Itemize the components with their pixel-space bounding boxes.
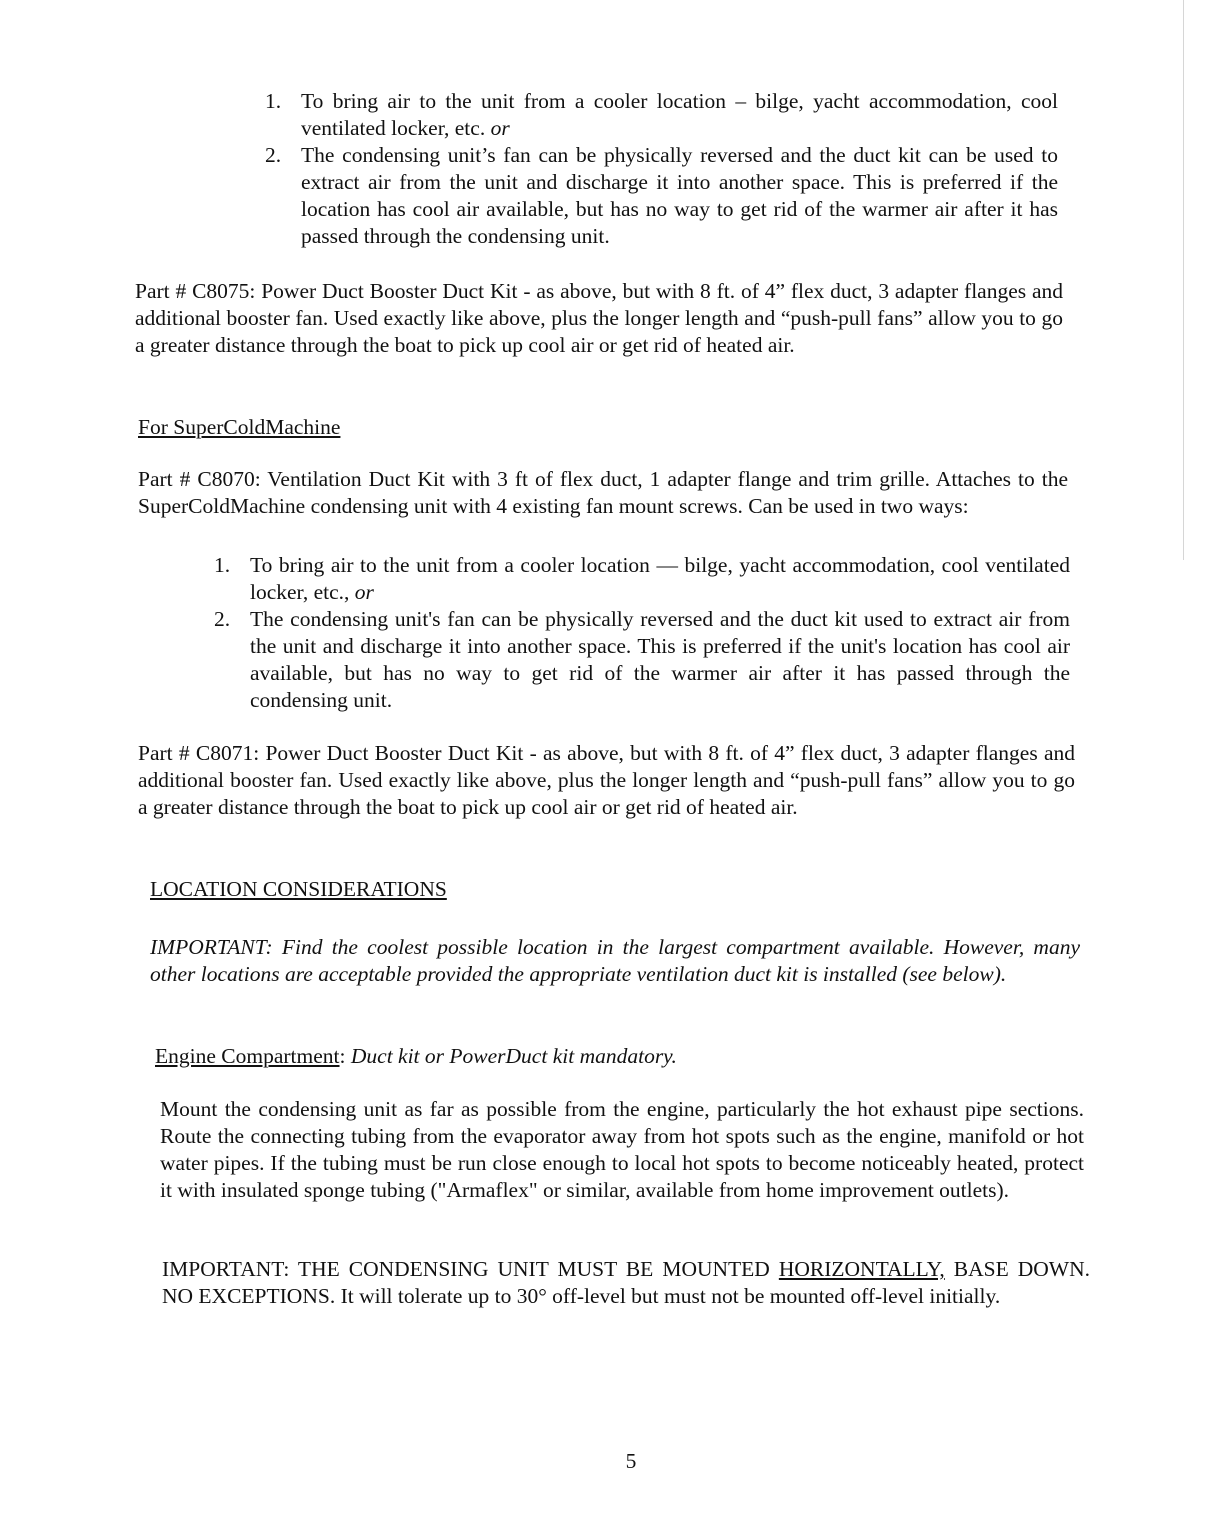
list-number: 1. — [265, 89, 282, 113]
list-top — [265, 88, 1058, 250]
list-number: 2. — [214, 607, 231, 631]
list-suffix: or — [354, 580, 374, 604]
list-item — [265, 88, 1058, 142]
important-text-b: BASE DOWN. NO EXCEPTIONS. It will tolerate up to 30° off-level but must not be mounted off-level initially. — [162, 1257, 1090, 1308]
important-horizontal-note — [162, 1256, 1090, 1310]
list-suffix: or — [490, 116, 510, 140]
important-note: IMPORTANT: Find the coolest possible location in the largest compartment available. However, many other locations are acceptable provided the appropriate ventilation duct kit is installed (see below). — [150, 935, 1080, 986]
heading-supercoldmachine: For SuperColdMachine — [138, 415, 341, 439]
list-mid — [214, 552, 1070, 714]
list-item — [214, 552, 1070, 606]
paragraph-c8071: Part # C8071: Power Duct Booster Duct Kit - as above, but with 8 ft. of 4” flex duct, 3 adapter flanges and additional booster fan. Used exactly like above, plus the longer length and “push-pull fans” allow you to go a greater distance through the boat to pick up cool air or get rid of heated air. — [138, 741, 1075, 819]
heading-location-considerations: LOCATION CONSIDERATIONS — [150, 877, 447, 901]
engine-compartment-note: Duct kit or PowerDuct kit mandatory. — [350, 1044, 677, 1068]
list-text: To bring air to the unit from a cooler location – bilge, yacht accommodation, cool ventilated locker, etc. — [301, 89, 1058, 140]
list-text: To bring air to the unit from a cooler location — bilge, yacht accommodation, cool ventilated locker, etc., — [250, 553, 1070, 604]
list-item — [265, 142, 1058, 250]
engine-compartment-label: Engine Compartment — [155, 1044, 340, 1068]
important-text-a: IMPORTANT: THE CONDENSING UNIT MUST BE MOUNTED — [162, 1257, 770, 1281]
paragraph-c8075: Part # C8075: Power Duct Booster Duct Kit - as above, but with 8 ft. of 4” flex duct, 3 adapter flanges and additional booster fan. Used exactly like above, plus the longer length and “push-pull fans” allow you to go a greater distance through the boat to pick up cool air or get rid of heated air. — [135, 279, 1063, 357]
engine-compartment-line — [155, 1043, 677, 1070]
important-horizontally: HORIZONTALLY, — [778, 1257, 945, 1281]
paragraph-mount: Mount the condensing unit as far as possible from the engine, particularly the hot exhaust pipe sections. Route the connecting tubing from the evaporator away from hot spots such as the engine, manifold or hot water pipes. If the tubing must be run close enough to local hot spots to become noticeably heated, protect it with insulated sponge tubing ("Armaflex" or similar, available from home improvement outlets). — [160, 1097, 1084, 1202]
list-number: 2. — [265, 143, 282, 167]
engine-colon: : — [339, 1044, 351, 1068]
list-number: 1. — [214, 553, 231, 577]
paragraph-c8070: Part # C8070: Ventilation Duct Kit with 3 ft of flex duct, 1 adapter flange and trim grille. Attaches to the SuperColdMachine condensing unit with 4 existing fan mount screws. Can be used in two ways: — [138, 467, 1068, 518]
scan-edge-line — [1183, 0, 1184, 560]
page-number: 5 — [625, 1449, 637, 1473]
list-text: The condensing unit’s fan can be physically reversed and the duct kit can be used to extract air from the unit and discharge it into another space. This is preferred if the location has cool air available, but has no way to get rid of the warmer air after it has passed through the condensing unit. — [301, 143, 1058, 248]
list-text: The condensing unit's fan can be physically reversed and the duct kit used to extract air from the unit and discharge it into another space. This is preferred if the unit's location has cool air available, but has no way to get rid of the warmer air after it has passed through the condensing unit. — [250, 607, 1070, 712]
list-item — [214, 606, 1070, 714]
